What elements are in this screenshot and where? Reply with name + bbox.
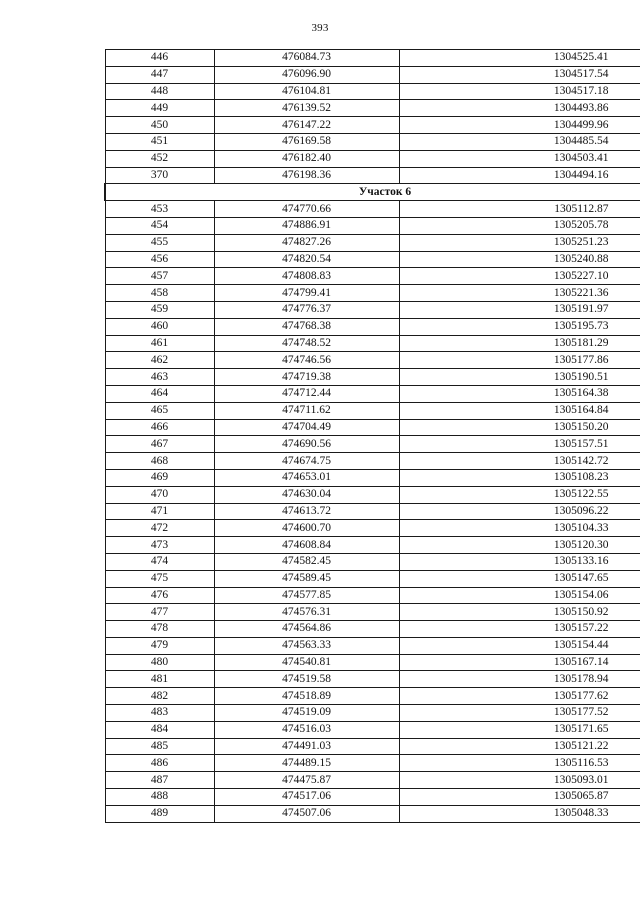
point-number-cell: 486 — [105, 755, 214, 772]
table-row — [105, 721, 640, 738]
x-coordinate-cell: 474886.91 — [214, 217, 399, 234]
table-row — [105, 234, 640, 251]
x-coordinate-cell: 474690.56 — [214, 436, 399, 453]
y-coordinate-cell: 1305150.92 — [399, 604, 640, 621]
x-coordinate-cell: 476182.40 — [214, 150, 399, 167]
point-number-cell: 488 — [105, 789, 214, 806]
x-coordinate-cell: 474674.75 — [214, 453, 399, 470]
x-coordinate-cell: 474799.41 — [214, 285, 399, 302]
point-number-cell: 489 — [105, 805, 214, 822]
y-coordinate-cell: 1305121.22 — [399, 738, 640, 755]
point-number-cell: 481 — [105, 671, 214, 688]
x-coordinate-cell: 474516.03 — [214, 721, 399, 738]
point-number-cell: 479 — [105, 637, 214, 654]
y-coordinate-cell: 1305104.33 — [399, 520, 640, 537]
point-number-cell: 465 — [105, 402, 214, 419]
table-row — [105, 150, 640, 167]
point-number-cell: 471 — [105, 503, 214, 520]
x-coordinate-cell: 474770.66 — [214, 201, 399, 218]
point-number-cell: 446 — [105, 50, 214, 67]
x-coordinate-cell: 474517.06 — [214, 789, 399, 806]
x-coordinate-cell: 476198.36 — [214, 167, 399, 184]
y-coordinate-cell: 1305133.16 — [399, 553, 640, 570]
x-coordinate-cell: 474491.03 — [214, 738, 399, 755]
point-number-cell: 478 — [105, 621, 214, 638]
table-row — [105, 621, 640, 638]
table-row — [105, 772, 640, 789]
x-coordinate-cell: 476139.52 — [214, 100, 399, 117]
point-number-cell: 451 — [105, 133, 214, 150]
y-coordinate-cell: 1304517.54 — [399, 66, 640, 83]
x-coordinate-cell: 474613.72 — [214, 503, 399, 520]
point-number-cell: 475 — [105, 570, 214, 587]
y-coordinate-cell: 1304503.41 — [399, 150, 640, 167]
table-row — [105, 201, 640, 218]
table-row — [105, 133, 640, 150]
x-coordinate-cell: 474518.89 — [214, 688, 399, 705]
y-coordinate-cell: 1305190.51 — [399, 369, 640, 386]
x-coordinate-cell: 474704.49 — [214, 419, 399, 436]
y-coordinate-cell: 1305116.53 — [399, 755, 640, 772]
table-row — [105, 369, 640, 386]
x-coordinate-cell: 474827.26 — [214, 234, 399, 251]
y-coordinate-cell: 1304493.86 — [399, 100, 640, 117]
table-row — [105, 604, 640, 621]
table-row — [105, 654, 640, 671]
x-coordinate-cell: 474746.56 — [214, 352, 399, 369]
point-number-cell: 455 — [105, 234, 214, 251]
point-number-cell: 485 — [105, 738, 214, 755]
x-coordinate-cell: 474748.52 — [214, 335, 399, 352]
y-coordinate-cell: 1305154.06 — [399, 587, 640, 604]
point-number-cell: 464 — [105, 385, 214, 402]
point-number-cell: 468 — [105, 453, 214, 470]
y-coordinate-cell: 1305065.87 — [399, 789, 640, 806]
y-coordinate-cell: 1305157.22 — [399, 621, 640, 638]
point-number-cell: 448 — [105, 83, 214, 100]
table-row — [105, 738, 640, 755]
point-number-cell: 453 — [105, 201, 214, 218]
y-coordinate-cell: 1305191.97 — [399, 301, 640, 318]
point-number-cell: 484 — [105, 721, 214, 738]
table-row — [105, 553, 640, 570]
point-number-cell: 456 — [105, 251, 214, 268]
point-number-cell: 473 — [105, 537, 214, 554]
table-row — [105, 688, 640, 705]
y-coordinate-cell: 1305221.36 — [399, 285, 640, 302]
y-coordinate-cell: 1305167.14 — [399, 654, 640, 671]
x-coordinate-cell: 474820.54 — [214, 251, 399, 268]
point-number-cell: 458 — [105, 285, 214, 302]
y-coordinate-cell: 1304499.96 — [399, 117, 640, 134]
y-coordinate-cell: 1305154.44 — [399, 637, 640, 654]
x-coordinate-cell: 474808.83 — [214, 268, 399, 285]
table-row — [105, 66, 640, 83]
table-row — [105, 587, 640, 604]
x-coordinate-cell: 476147.22 — [214, 117, 399, 134]
table-row — [105, 217, 640, 234]
y-coordinate-cell: 1305177.86 — [399, 352, 640, 369]
table-row — [105, 789, 640, 806]
x-coordinate-cell: 474653.01 — [214, 469, 399, 486]
y-coordinate-cell: 1305048.33 — [399, 805, 640, 822]
coordinates-table — [104, 49, 640, 823]
point-number-cell: 469 — [105, 469, 214, 486]
table-row — [105, 335, 640, 352]
y-coordinate-cell: 1305171.65 — [399, 721, 640, 738]
point-number-cell: 463 — [105, 369, 214, 386]
x-coordinate-cell: 474630.04 — [214, 486, 399, 503]
y-coordinate-cell: 1305164.38 — [399, 385, 640, 402]
y-coordinate-cell: 1304494.16 — [399, 167, 640, 184]
coordinates-table-body — [105, 50, 640, 823]
table-row — [105, 570, 640, 587]
table-row — [105, 436, 640, 453]
x-coordinate-cell: 474589.45 — [214, 570, 399, 587]
point-number-cell: 454 — [105, 217, 214, 234]
point-number-cell: 483 — [105, 705, 214, 722]
section-header-row — [105, 184, 640, 201]
x-coordinate-cell: 474475.87 — [214, 772, 399, 789]
x-coordinate-cell: 474519.58 — [214, 671, 399, 688]
y-coordinate-cell: 1305147.65 — [399, 570, 640, 587]
point-number-cell: 467 — [105, 436, 214, 453]
y-coordinate-cell: 1305122.55 — [399, 486, 640, 503]
section-title: Участок 6 — [105, 184, 640, 201]
y-coordinate-cell: 1305164.84 — [399, 402, 640, 419]
y-coordinate-cell: 1305150.20 — [399, 419, 640, 436]
x-coordinate-cell: 474712.44 — [214, 385, 399, 402]
table-row — [105, 50, 640, 67]
table-row — [105, 486, 640, 503]
x-coordinate-cell: 474711.62 — [214, 402, 399, 419]
x-coordinate-cell: 476104.81 — [214, 83, 399, 100]
y-coordinate-cell: 1305251.23 — [399, 234, 640, 251]
y-coordinate-cell: 1305096.22 — [399, 503, 640, 520]
point-number-cell: 474 — [105, 553, 214, 570]
x-coordinate-cell: 474719.38 — [214, 369, 399, 386]
table-row — [105, 402, 640, 419]
y-coordinate-cell: 1305093.01 — [399, 772, 640, 789]
table-row — [105, 805, 640, 822]
x-coordinate-cell: 474564.86 — [214, 621, 399, 638]
point-number-cell: 449 — [105, 100, 214, 117]
x-coordinate-cell: 476084.73 — [214, 50, 399, 67]
point-number-cell: 452 — [105, 150, 214, 167]
point-number-cell: 480 — [105, 654, 214, 671]
table-row — [105, 453, 640, 470]
table-row — [105, 705, 640, 722]
x-coordinate-cell: 474576.31 — [214, 604, 399, 621]
point-number-cell: 487 — [105, 772, 214, 789]
y-coordinate-cell: 1305178.94 — [399, 671, 640, 688]
point-number-cell: 459 — [105, 301, 214, 318]
table-row — [105, 385, 640, 402]
table-row — [105, 301, 640, 318]
point-number-cell: 472 — [105, 520, 214, 537]
table-row — [105, 520, 640, 537]
point-number-cell: 450 — [105, 117, 214, 134]
x-coordinate-cell: 474600.70 — [214, 520, 399, 537]
point-number-cell: 460 — [105, 318, 214, 335]
x-coordinate-cell: 474519.09 — [214, 705, 399, 722]
point-number-cell: 457 — [105, 268, 214, 285]
y-coordinate-cell: 1305142.72 — [399, 453, 640, 470]
y-coordinate-cell: 1305240.88 — [399, 251, 640, 268]
y-coordinate-cell: 1305181.29 — [399, 335, 640, 352]
table-row — [105, 117, 640, 134]
x-coordinate-cell: 474489.15 — [214, 755, 399, 772]
table-row — [105, 251, 640, 268]
table-row — [105, 537, 640, 554]
x-coordinate-cell: 474768.38 — [214, 318, 399, 335]
point-number-cell: 470 — [105, 486, 214, 503]
table-row — [105, 167, 640, 184]
x-coordinate-cell: 476096.90 — [214, 66, 399, 83]
table-row — [105, 100, 640, 117]
x-coordinate-cell: 476169.58 — [214, 133, 399, 150]
table-row — [105, 318, 640, 335]
x-coordinate-cell: 474577.85 — [214, 587, 399, 604]
table-row — [105, 352, 640, 369]
x-coordinate-cell: 474582.45 — [214, 553, 399, 570]
y-coordinate-cell: 1305120.30 — [399, 537, 640, 554]
y-coordinate-cell: 1304517.18 — [399, 83, 640, 100]
table-row — [105, 419, 640, 436]
table-row — [105, 285, 640, 302]
point-number-cell: 370 — [105, 167, 214, 184]
y-coordinate-cell: 1304485.54 — [399, 133, 640, 150]
y-coordinate-cell: 1305157.51 — [399, 436, 640, 453]
x-coordinate-cell: 474776.37 — [214, 301, 399, 318]
x-coordinate-cell: 474540.81 — [214, 654, 399, 671]
y-coordinate-cell: 1304525.41 — [399, 50, 640, 67]
table-row — [105, 268, 640, 285]
y-coordinate-cell: 1305177.52 — [399, 705, 640, 722]
y-coordinate-cell: 1305195.73 — [399, 318, 640, 335]
point-number-cell: 466 — [105, 419, 214, 436]
table-row — [105, 469, 640, 486]
y-coordinate-cell: 1305112.87 — [399, 201, 640, 218]
y-coordinate-cell: 1305227.10 — [399, 268, 640, 285]
table-row — [105, 83, 640, 100]
table-row — [105, 755, 640, 772]
table-row — [105, 637, 640, 654]
y-coordinate-cell: 1305205.78 — [399, 217, 640, 234]
y-coordinate-cell: 1305108.23 — [399, 469, 640, 486]
page-number: 393 — [311, 22, 329, 34]
y-coordinate-cell: 1305177.62 — [399, 688, 640, 705]
x-coordinate-cell: 474563.33 — [214, 637, 399, 654]
point-number-cell: 482 — [105, 688, 214, 705]
x-coordinate-cell: 474507.06 — [214, 805, 399, 822]
point-number-cell: 461 — [105, 335, 214, 352]
x-coordinate-cell: 474608.84 — [214, 537, 399, 554]
point-number-cell: 462 — [105, 352, 214, 369]
point-number-cell: 477 — [105, 604, 214, 621]
table-row — [105, 671, 640, 688]
point-number-cell: 447 — [105, 66, 214, 83]
table-row — [105, 503, 640, 520]
point-number-cell: 476 — [105, 587, 214, 604]
